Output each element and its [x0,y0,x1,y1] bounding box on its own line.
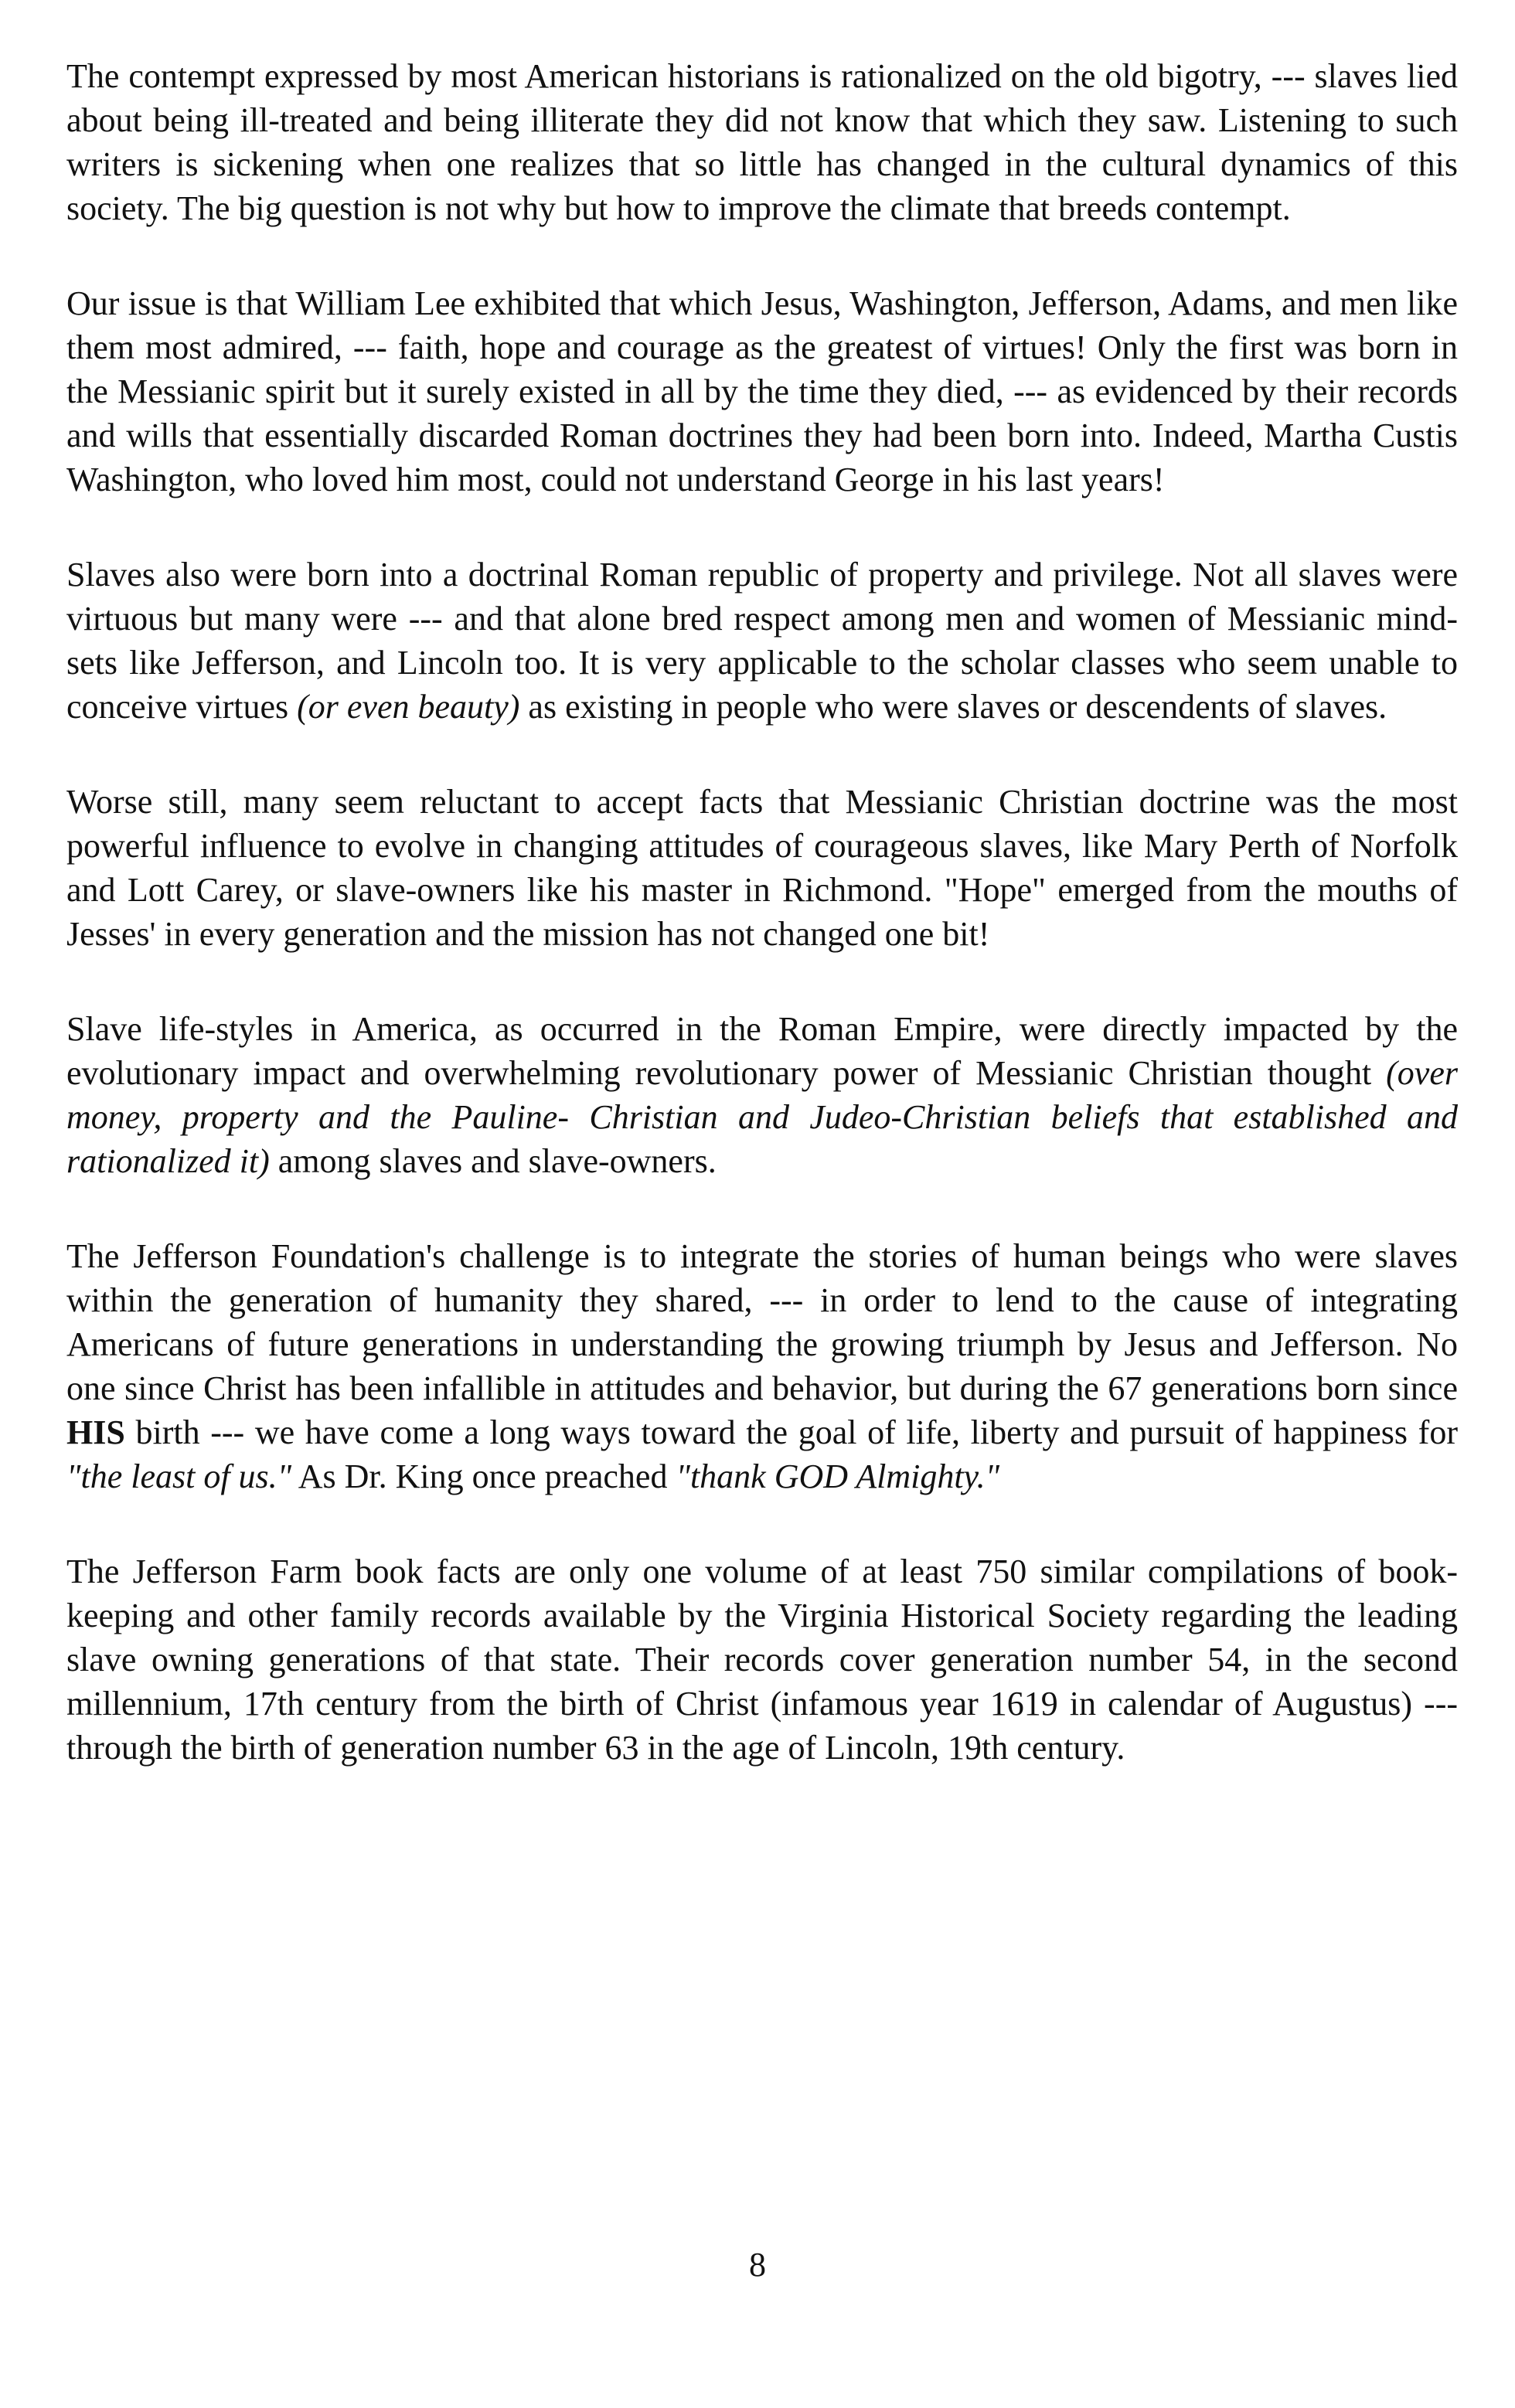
paragraph-4 [66,780,1458,956]
paragraph-3 [66,553,1458,729]
page-number: 8 [749,2246,766,2284]
paragraph-6-italic-b: "thank GOD Almighty." [676,1457,1000,1495]
paragraph-3-text-a: Slaves also were born into a doctrinal Roman republic of property and privilege. Not all slaves were virtuous but many were --- and that alone bred respect among men and women of Messianic mind-sets like Jefferson, and Lincoln too. It is very applicable to the scholar classes who seem unable to conceive virtues [66,556,1458,726]
paragraph-6-text-b: birth --- we have come a long ways toward the goal of life, liberty and pursuit of happiness for [124,1413,1458,1451]
paragraph-7-text: The Jefferson Farm book facts are only one volume of at least 750 similar compilations of book-keeping and other family records available by the Virginia Historical Society regarding the leading slave owning generations of that state. Their records cover generation number 54, in the second millennium, 17th century from the birth of Christ (infamous year 1619 in calendar of Augustus) --- through the birth of generation number 63 in the age of Lincoln, 19th century. [66,1553,1458,1767]
paragraph-3-italic: (or even beauty) [297,688,520,726]
paragraph-6-text-c: As Dr. King once preached [291,1457,676,1495]
paragraph-5-italic: (over money, property and the Pauline- Christian and Judeo-Christian beliefs that established and rationalized it) [66,1054,1458,1180]
paragraph-1-text: The contempt expressed by most American historians is rationalized on the old bigotry, --- slaves lied about being ill-treated and being illiterate they did not know that which they saw. Listening to such writers is sickening when one realizes that so little has changed in the cultural dynamics of this society. The big question is not why but how to improve the climate that breeds contempt. [66,57,1458,227]
paragraph-4-text: Worse still, many seem reluctant to accept facts that Messianic Christian doctrine was the most powerful influence to evolve in changing attitudes of courageous slaves, like Mary Perth of Norfolk and Lott Carey, or slave-owners like his master in Richmond. "Hope" emerged from the mouths of Jesses' in every generation and the mission has not changed one bit! [66,783,1458,953]
paragraph-2-text: Our issue is that William Lee exhibited that which Jesus, Washington, Jefferson, Adams, and men like them most admired, --- faith, hope and courage as the greatest of virtues! Only the first was born in the Messianic spirit but it surely existed in all by the time they died, --- as evidenced by their records and wills that essentially discarded Roman doctrines they had been born into. Indeed, Martha Custis Washington, who loved him most, could not understand George in his last years! [66,284,1458,498]
paragraph-6-bold: HIS [66,1413,125,1451]
paragraph-2 [66,281,1458,502]
paragraph-5 [66,1007,1458,1183]
paragraph-6-italic-a: "the least of us." [66,1457,292,1495]
paragraph-1 [66,54,1458,230]
document-body [66,54,1458,1821]
paragraph-5-text-a: Slave life-styles in America, as occurred in the Roman Empire, were directly impacted by the evolutionary impact and overwhelming revolutionary power of Messianic Christian thought [66,1010,1458,1092]
paragraph-5-text-b: among slaves and slave-owners. [269,1142,717,1180]
paragraph-7 [66,1549,1458,1770]
paragraph-3-text-b: as existing in people who were slaves or descendents of slaves. [519,688,1387,726]
paragraph-6-text-a: The Jefferson Foundation's challenge is to integrate the stories of human beings who were slaves within the generation of humanity they shared, --- in order to lend to the cause of integrating Americans of future generations in understanding the growing triumph by Jesus and Jefferson. No one since Christ has been infallible in attitudes and behavior, but during the 67 generations born since [66,1237,1458,1407]
paragraph-6 [66,1234,1458,1498]
